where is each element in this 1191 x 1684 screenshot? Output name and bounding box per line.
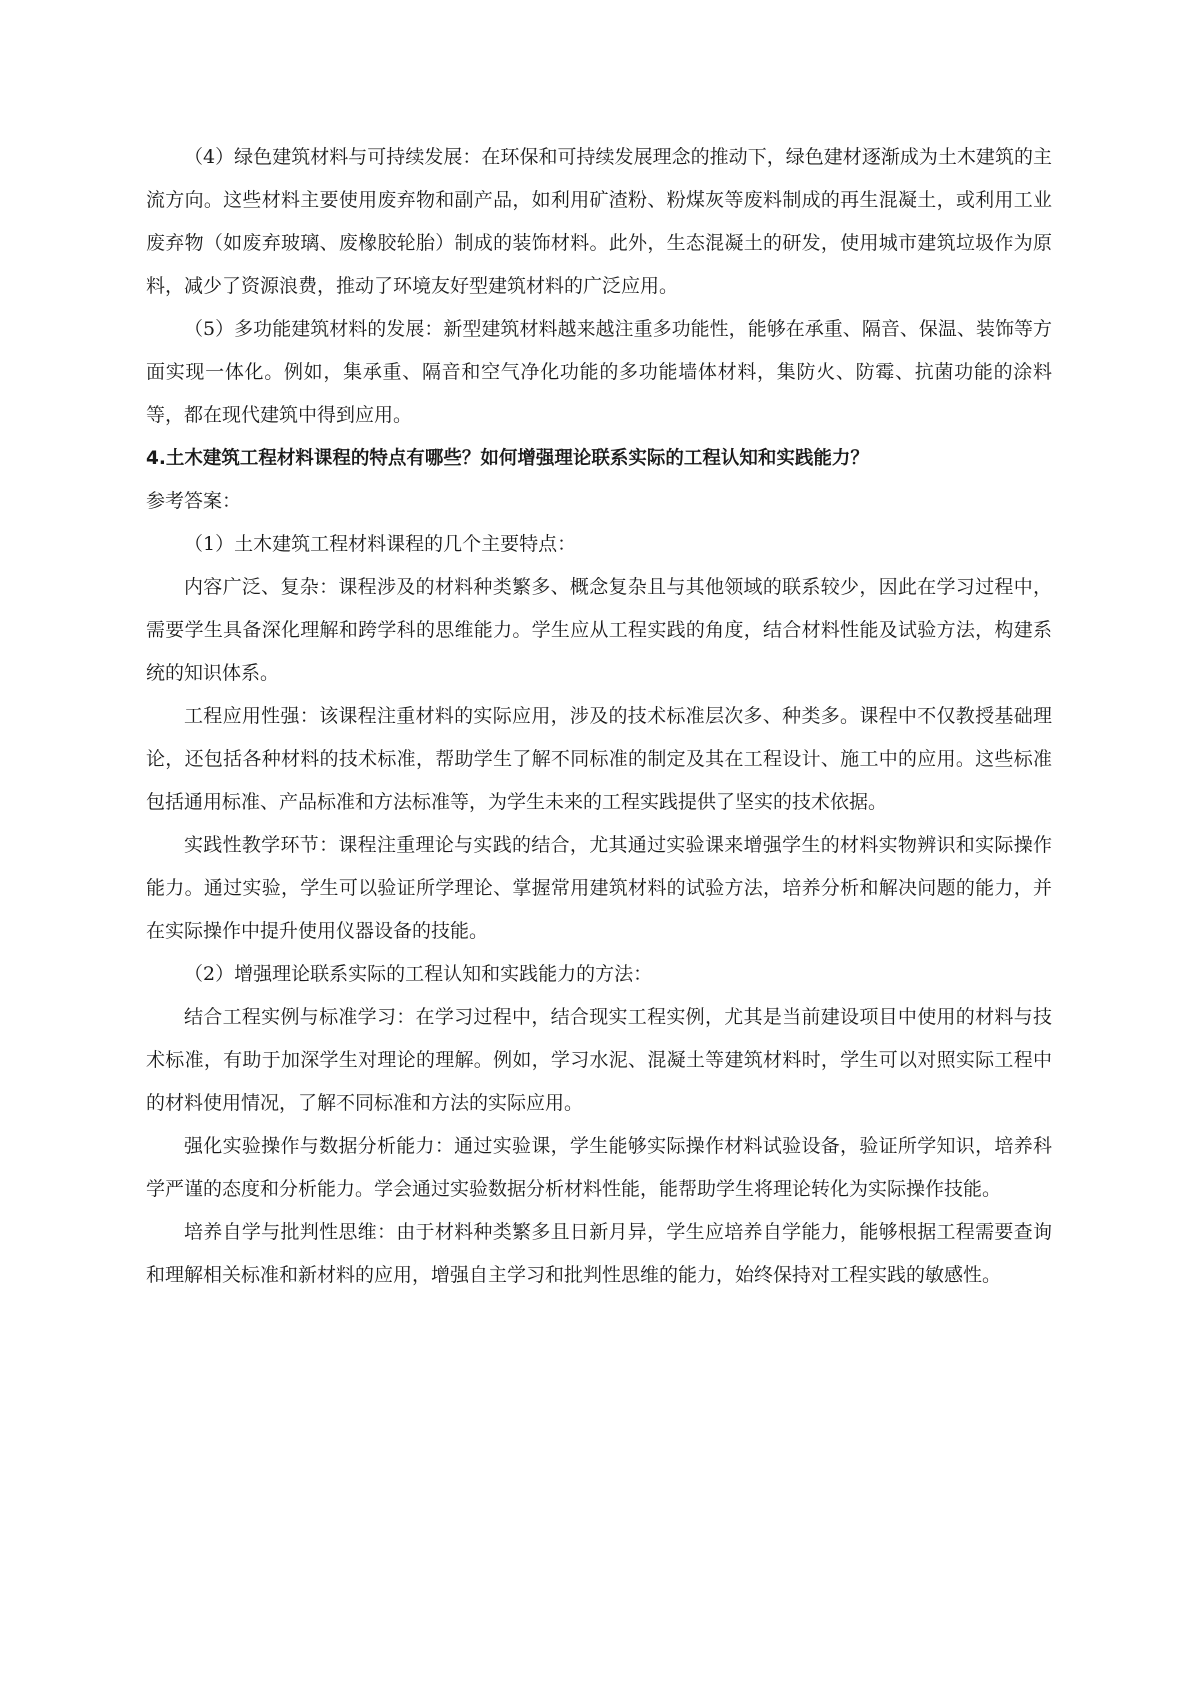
paragraph-multifunction-materials: （5）多功能建筑材料的发展：新型建筑材料越来越注重多功能性，能够在承重、隔音、保温、装饰等方面实现一体化。例如，集承重、隔音和空气净化功能的多功能墙体材料，集防火、防霉、抗菌功能的涂料等，都在现代建筑中得到应用。 [146,318,1052,426]
paragraph-broad-content: 内容广泛、复杂：课程涉及的材料种类繁多、概念复杂且与其他领域的联系较少，因此在学习过程中，需要学生具备深化理解和跨学科的思维能力。学生应从工程实践的角度，结合材料性能及试验方法，构建系统的知识体系。 [146,576,1052,684]
paragraph-self-learning: 培养自学与批判性思维：由于材料种类繁多且日新月异，学生应培养自学能力，能够根据工程需要查询和理解相关标准和新材料的应用，增强自主学习和批判性思维的能力，始终保持对工程实践的敏感性。 [146,1221,1052,1286]
paragraph-experiment-analysis: 强化实验操作与数据分析能力：通过实验课，学生能够实际操作材料试验设备，验证所学知识，培养科学严谨的态度和分析能力。学会通过实验数据分析材料性能，能帮助学生将理论转化为实际操作技能。 [146,1135,1052,1200]
paragraph-practical-teaching: 实践性教学环节：课程注重理论与实践的结合，尤其通过实验课来增强学生的材料实物辨识和实际操作能力。通过实验，学生可以验证所学理论、掌握常用建筑材料的试验方法，培养分析和解决问题的能力，并在实际操作中提升使用仪器设备的技能。 [146,834,1052,942]
answer-label: 参考答案： [146,490,242,512]
paragraph-green-materials: （4）绿色建筑材料与可持续发展：在环保和可持续发展理念的推动下，绿色建材逐渐成为土木建筑的主流方向。这些材料主要使用废弃物和副产品，如利用矿渣粉、粉煤灰等废料制成的再生混凝土，或利用工业废弃物（如废弃玻璃、废橡胶轮胎）制成的装饰材料。此外，生态混凝土的研发，使用城市建筑垃圾作为原料，减少了资源浪费，推动了环境友好型建筑材料的广泛应用。 [146,146,1052,297]
paragraph-case-and-standards: 结合工程实例与标准学习：在学习过程中，结合现实工程实例，尤其是当前建设项目中使用的材料与技术标准，有助于加深学生对理论的理解。例如，学习水泥、混凝土等建筑材料时，学生可以对照实际工程中的材料使用情况，了解不同标准和方法的实际应用。 [146,1006,1052,1114]
section-1-heading: （1）土木建筑工程材料课程的几个主要特点： [184,533,577,555]
question-heading: 4.土木建筑工程材料课程的特点有哪些？如何增强理论联系实际的工程认知和实践能力？ [146,448,869,469]
section-2-heading: （2）增强理论联系实际的工程认知和实践能力的方法： [184,963,653,985]
document-page [146,136,1052,1297]
paragraph-engineering-application: 工程应用性强：该课程注重材料的实际应用，涉及的技术标准层次多、种类多。课程中不仅教授基础理论，还包括各种材料的技术标准，帮助学生了解不同标准的制定及其在工程设计、施工中的应用。这些标准包括通用标准、产品标准和方法标准等，为学生未来的工程实践提供了坚实的技术依据。 [146,705,1052,813]
